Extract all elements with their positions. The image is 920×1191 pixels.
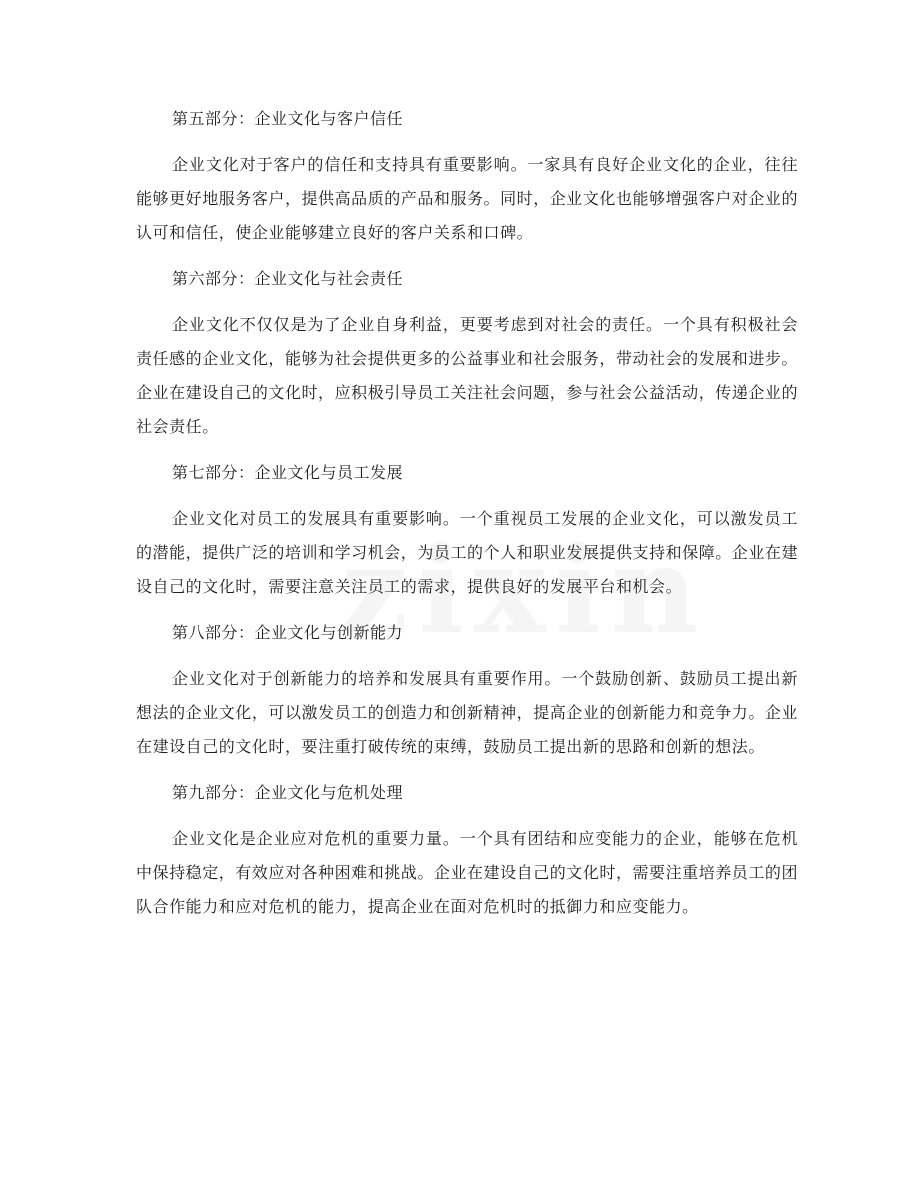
section-heading: 第五部分：企业文化与客户信任	[172, 109, 404, 128]
section-heading: 第六部分：企业文化与社会责任	[172, 269, 404, 288]
section-heading: 第九部分：企业文化与危机处理	[172, 783, 404, 802]
section-paragraph: 企业文化是企业应对危机的重要力量。一个具有团结和应变能力的企业，能够在危机中保持稳定，有效应对各种困难和挑战。企业在建设自己的文化时，需要注重培养员工的团队合作能力和应对危机的能力，提高企业在面对危机时的抵御力和应变能力。	[136, 829, 799, 916]
section-paragraph: 企业文化不仅仅是为了企业自身利益，更要考虑到对社会的责任。一个具有积极社会责任感的企业文化，能够为社会提供更多的公益事业和社会服务，带动社会的发展和进步。企业在建设自己的文化时，应积极引导员工关注社会问题，参与社会公益活动，传递企业的社会责任。	[136, 315, 799, 436]
section-7	[136, 456, 798, 604]
section-heading: 第七部分：企业文化与员工发展	[172, 463, 404, 482]
section-paragraph: 企业文化对于创新能力的培养和发展具有重要作用。一个鼓励创新、鼓励员工提出新想法的企业文化，可以激发员工的创造力和创新精神，提高企业的创新能力和竞争力。企业在建设自己的文化时，要注重打破传统的束缚，鼓励员工提出新的思路和创新的想法。	[136, 669, 799, 756]
section-8	[136, 616, 798, 764]
section-9	[136, 776, 798, 924]
section-paragraph: 企业文化对于客户的信任和支持具有重要影响。一家具有良好企业文化的企业，往往能够更好地服务客户，提供高品质的产品和服务。同时，企业文化也能够增强客户对企业的认可和信任，使企业能够建立良好的客户关系和口碑。	[136, 155, 799, 242]
section-6	[136, 262, 798, 444]
section-paragraph: 企业文化对员工的发展具有重要影响。一个重视员工发展的企业文化，可以激发员工的潜能，提供广泛的培训和学习机会，为员工的个人和职业发展提供支持和保障。企业在建设自己的文化时，需要注意关注员工的需求，提供良好的发展平台和机会。	[136, 509, 799, 596]
section-heading: 第八部分：企业文化与创新能力	[172, 623, 404, 642]
section-5	[136, 102, 798, 250]
document-body	[136, 102, 798, 936]
